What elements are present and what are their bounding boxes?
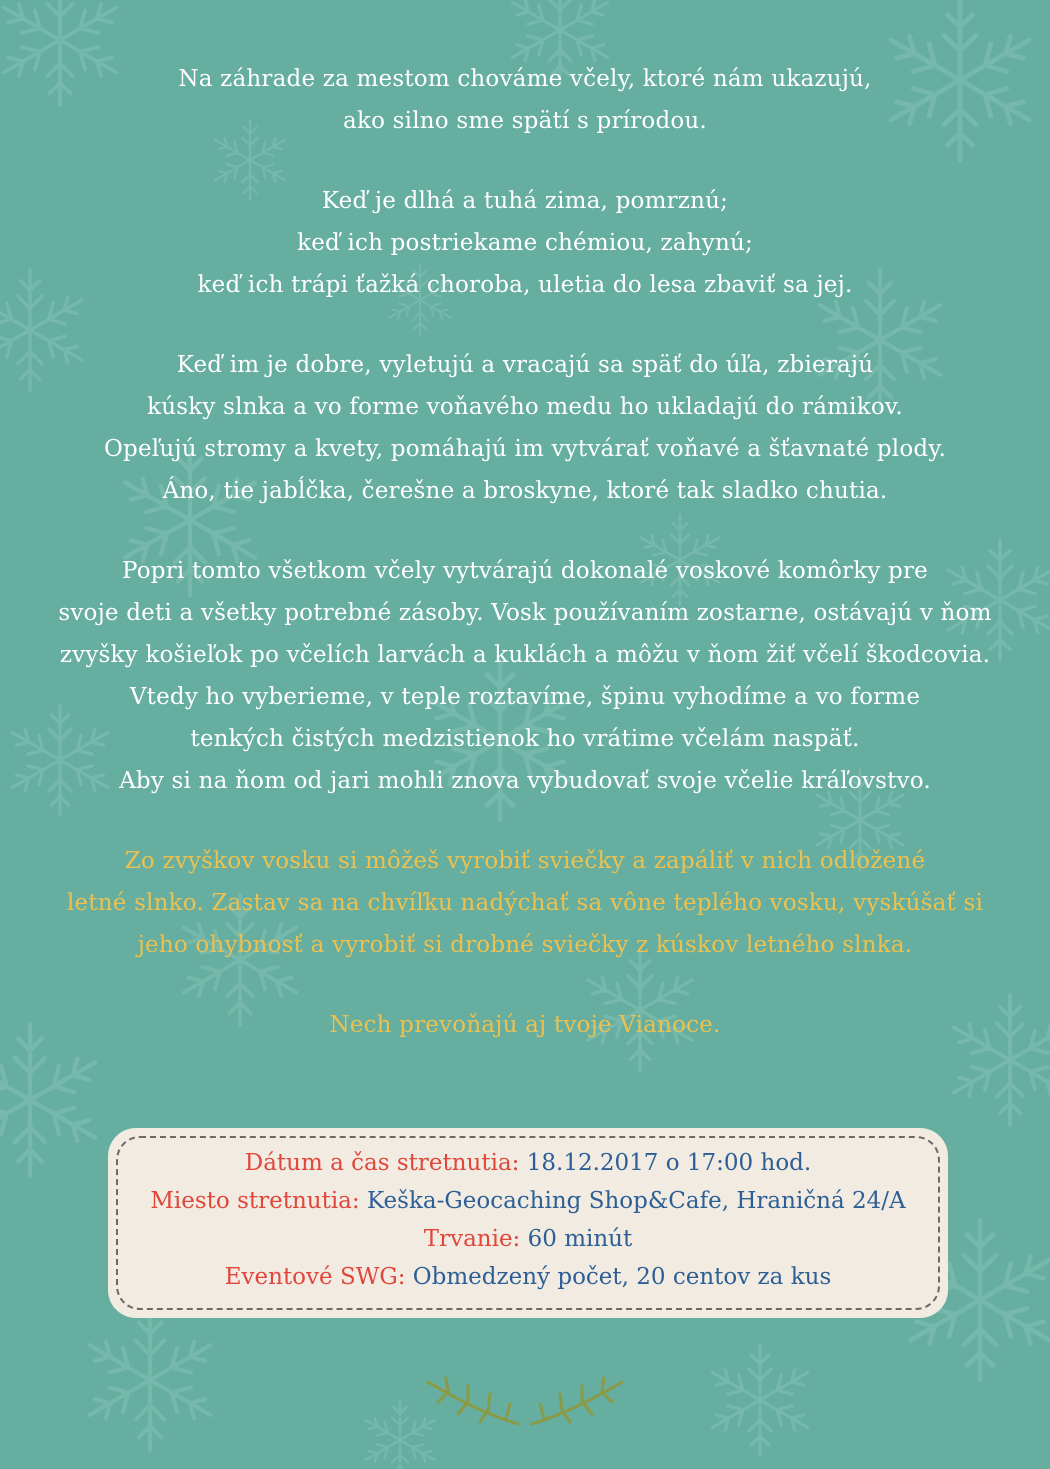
paragraph-2 [0, 180, 1050, 306]
paragraph-5 [0, 840, 1050, 966]
text-line: Opeľujú stromy a kvety, pomáhajú im vytvárať voňavé a šťavnaté plody. [104, 436, 946, 462]
swg-row [108, 1258, 948, 1296]
text-line: zvyšky košieľok po včelích larvách a kuklách a môžu v ňom žiť včelí škodcovia. [59, 642, 991, 668]
text-line: Aby si na ňom od jari mohli znova vybudovať svoje včelie kráľovstvo. [119, 768, 931, 794]
duration-label: Trvanie: [423, 1226, 521, 1252]
text-line: tenkých čistých medzistienok ho vrátime včelám naspäť. [190, 726, 860, 752]
pine-branch-icon [418, 1372, 632, 1428]
text-line: Vtedy ho vyberieme, v teple roztavíme, špinu vyhodíme a vo forme [129, 684, 921, 710]
paragraph-6 [0, 1004, 1050, 1046]
text-line: kúsky slnka a vo forme voňavého medu ho ukladajú do rámikov. [147, 394, 903, 420]
text-line: Keď je dlhá a tuhá zima, pomrznú; [321, 188, 729, 214]
text-line: svoje deti a všetky potrebné zásoby. Vosk používaním zostarne, ostávajú v ňom [58, 600, 992, 626]
swg-value: Obmedzený počet, 20 centov za kus [412, 1264, 832, 1290]
paragraph-4 [0, 550, 1050, 802]
snowflake-icon [707, 1345, 813, 1455]
text-line: Keď im je dobre, vyletujú a vracajú sa späť do úľa, zbierajú [176, 352, 874, 378]
text-line: Na záhrade za mestom chováme včely, ktoré nám ukazujú, [178, 66, 872, 92]
text-line: ako silno sme spätí s prírodou. [343, 108, 707, 134]
date-row [108, 1144, 948, 1182]
date-value: 18.12.2017 o 17:00 hod. [526, 1150, 812, 1176]
paragraph-3 [0, 344, 1050, 512]
place-row [108, 1182, 948, 1220]
swg-label: Eventové SWG: [224, 1264, 406, 1290]
text-line: letné slnko. Zastav sa na chvíľku nadýchať sa vône teplého vosku, vyskúšať si [66, 890, 984, 916]
poem-text [0, 58, 1050, 1084]
date-label: Dátum a čas stretnutia: [244, 1150, 520, 1176]
paragraph-1 [0, 58, 1050, 142]
event-info-box [108, 1128, 948, 1318]
text-line: Popri tomto všetkom včely vytvárajú dokonalé voskové komôrky pre [122, 558, 928, 584]
place-value: Keška-Geocaching Shop&Cafe, Hraničná 24/A [366, 1188, 906, 1214]
text-line: Nech prevoňajú aj tvoje Vianoce. [329, 1012, 721, 1038]
text-line: keď ich postriekame chémiou, zahynú; [297, 230, 753, 256]
place-label: Miesto stretnutia: [150, 1188, 360, 1214]
text-line: keď ich trápi ťažká choroba, uletia do lesa zbaviť sa jej. [197, 272, 853, 298]
event-details [108, 1144, 948, 1296]
duration-value: 60 minút [527, 1226, 633, 1252]
text-line: Áno, tie jabĺčka, čerešne a broskyne, ktoré tak sladko chutia. [162, 478, 888, 504]
text-line: Zo zvyškov vosku si môžeš vyrobiť sviečky a zapáliť v nich odložené [124, 848, 926, 874]
duration-row [108, 1220, 948, 1258]
text-line: jeho ohybnosť a vyrobiť si drobné sviečky z kúskov letného slnka. [137, 932, 913, 958]
snowflake-icon [82, 1310, 217, 1450]
